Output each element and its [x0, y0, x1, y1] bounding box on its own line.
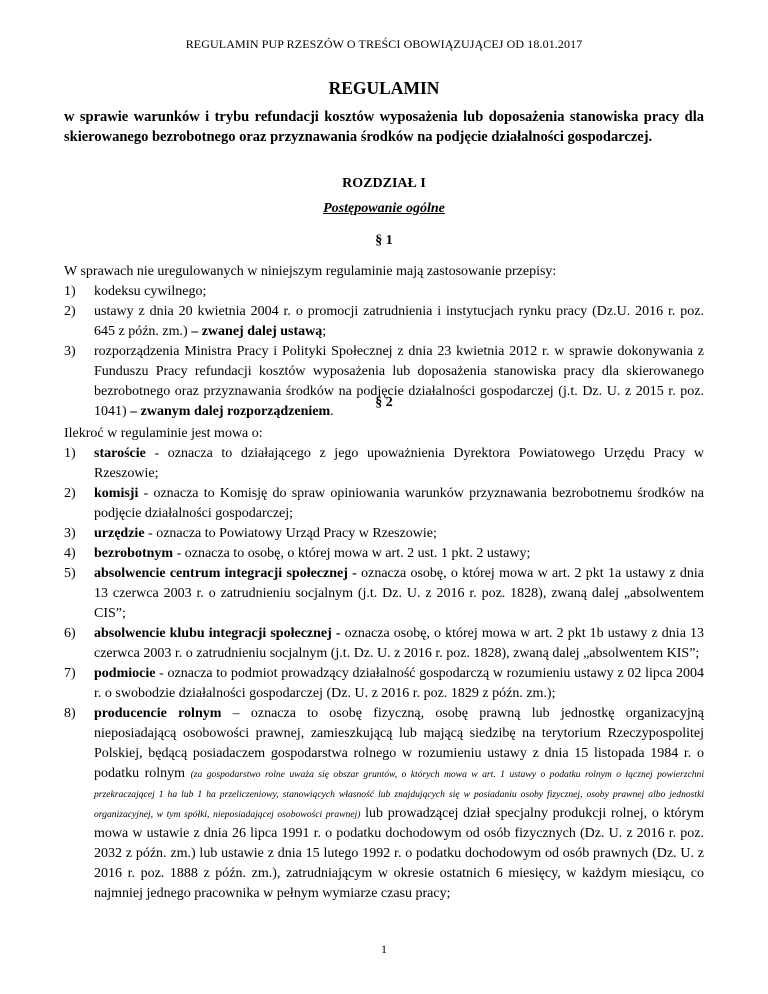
item-number: 3) — [64, 344, 76, 359]
list-item — [64, 484, 704, 524]
item-number: 1) — [64, 284, 76, 299]
list-item — [64, 444, 704, 484]
item-term: absolwencie klubu integracji społecznej - — [94, 626, 341, 641]
item-number: 7) — [64, 666, 76, 681]
list-item — [64, 302, 704, 342]
item-text: ustawy z dnia 20 kwietnia 2004 r. o promocji zatrudnienia i instytucjach rynku pracy (Dz.U. 2016 r. poz. 645 z późn. zm.) — [94, 304, 704, 339]
list-item — [64, 704, 704, 904]
document-subtitle: w sprawie warunków i trybu refundacji kosztów wyposażenia lub doposażenia stanowiska pracy dla skierowanego bezrobotnego oraz przyznawania środków na podjęcie działalności gospodarczej. — [64, 109, 704, 145]
item-bold-text: – zwanym dalej rozporządzeniem — [130, 404, 331, 419]
item-text: kodeksu cywilnego; — [94, 284, 207, 299]
item-footnote-text: (za gospodarstwo rolne uważa się obszar gruntów, o których mowa w art. 1 ustawy o podatku rolnym o łącznej powierzchni przekraczającej 1 ha lub 1 ha przeliczeniowy, stanowiących własność lub znajdujących się w posiadaniu osoby fizycznej, osoby prawnej albo jednostki organizacyjnej, w tym spółki, nieposiadającej osobowości prawnej) — [94, 769, 704, 820]
item-term: absolwencie centrum integracji społecznej - — [94, 566, 357, 581]
item-number: 2) — [64, 304, 76, 319]
item-term: podmiocie — [94, 666, 156, 681]
page-number: 1 — [381, 942, 387, 956]
item-term: komisji — [94, 486, 139, 501]
item-text: - oznacza to podmiot prowadzący działalność gospodarczą w rozumieniu ustawy z 02 lipca 2004 r. o swobodzie działalności gospodarczej (Dz. U. z 2016 r. poz. 1829 z późn. zm.); — [94, 666, 704, 701]
item-term: bezrobotnym — [94, 546, 174, 561]
item-text: rozporządzenia Ministra Pracy i Polityki Społecznej z dnia 23 kwietnia 2012 r. w sprawie dokonywania z Funduszu Pracy refundacji kosztów wyposażenia lub doposażenia stanowiska pracy dla skierowanego bezrobotnego oraz przyznawania środków na podjęcie działalności gospodarczej (j.t. Dz. U. z 2015 r. poz. 1041) — [94, 344, 704, 419]
list-item — [64, 624, 704, 664]
item-text: - oznacza to Powiatowy Urząd Pracy w Rzeszowie; — [144, 526, 437, 541]
chapter-heading: ROZDZIAŁ I — [342, 176, 426, 191]
item-text: – oznacza to osobę fizyczną, osobę prawną lub jednostkę organizacyjną nieposiadającą osobowości prawnej, zamieszkującą lub mającą siedzibę na terytorium Rzeczypospolitej Polskiej, będącą posiadaczem gospodarstwa rolnego w rozumieniu ustawy z dnia 15 listopada 1984 r. o podatku rolnym — [94, 706, 704, 781]
item-number: 8) — [64, 706, 76, 721]
item-tail: . — [330, 404, 334, 419]
section-2-list — [64, 444, 704, 904]
list-item — [64, 524, 704, 544]
section-1-heading: § 1 — [375, 233, 393, 248]
item-number: 2) — [64, 486, 76, 501]
section-2-intro: Ilekroć w regulaminie jest mowa o: — [64, 426, 263, 441]
running-header: REGULAMIN PUP RZESZÓW O TREŚCI OBOWIĄZUJĄCEJ OD 18.01.2017 — [185, 37, 583, 51]
item-tail: ; — [322, 324, 327, 339]
list-item — [64, 544, 704, 564]
item-number: 1) — [64, 446, 76, 461]
item-text: oznacza osobę, o której mowa w art. 2 pkt 1b ustawy z dnia 13 czerwca 2003 r. o zatrudnieniu socjalnym (j.t. Dz. U. z 2016 r. poz. 1828), zwaną dalej „absolwentem KIS”; — [94, 626, 704, 661]
list-item — [64, 282, 704, 302]
item-text: - oznacza to osobę, o której mowa w art. 2 ust. 1 pkt. 2 ustawy; — [173, 546, 531, 561]
section-1-intro: W sprawach nie uregulowanych w niniejszym regulaminie mają zastosowanie przepisy: — [64, 264, 557, 279]
item-text: oznacza osobę, o której mowa w art. 2 pkt 1a ustawy z dnia 13 czerwca 2003 r. o zatrudnieniu socjalnym (j.t. Dz. U. z 2016 r. poz. 1828), zwaną dalej „absolwentem CIS”; — [94, 566, 704, 621]
item-number: 4) — [64, 546, 76, 561]
list-item — [64, 664, 704, 704]
item-term: urzędzie — [94, 526, 145, 541]
item-term: producencie rolnym — [94, 706, 222, 721]
document-title: REGULAMIN — [328, 78, 440, 98]
item-bold-text: – zwanej dalej ustawą — [191, 324, 323, 339]
chapter-subtitle: Postępowanie ogólne — [323, 201, 445, 216]
item-tail: lub prowadzącej dział specjalny produkcji rolnej, o którym mowa w ustawie z dnia 26 lipca 1991 r. o podatku dochodowym od osób fizycznych (Dz. U. z 2016 r. poz. 2032 z późn. zm.) lub ustawie z dnia 15 lutego 1992 r. o podatku dochodowym od osób prawnych (Dz. U. z 2016 r. poz. 1888 z późn. zm.), zatrudniającym w okresie ostatnich 6 miesięcy, w każdym miesiącu, co najmniej jednego pracownika w pełnym wymiarze czasu pracy; — [94, 806, 705, 901]
item-text: - oznacza to Komisję do spraw opiniowania warunków przyznawania bezrobotnemu środków na podjęcie działalności gospodarczej; — [94, 486, 704, 521]
item-number: 6) — [64, 626, 76, 641]
section-2-heading: § 2 — [375, 395, 393, 410]
item-number: 5) — [64, 566, 76, 581]
item-term: staroście — [94, 446, 146, 461]
item-number: 3) — [64, 526, 76, 541]
list-item — [64, 564, 704, 624]
item-text: - oznacza to działającego z jego upoważnienia Dyrektora Powiatowego Urzędu Pracy w Rzeszowie; — [94, 446, 704, 481]
